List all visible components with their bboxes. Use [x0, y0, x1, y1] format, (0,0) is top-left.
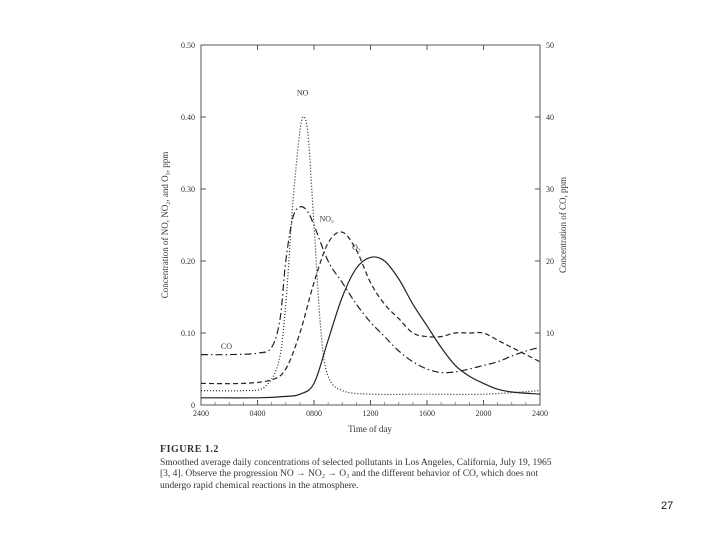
series-label: NO [296, 88, 309, 98]
series-label: CO [220, 341, 232, 351]
series-line-2 [201, 232, 540, 384]
x-axis-label: Time of day [348, 424, 392, 434]
series-line-1 [201, 117, 540, 395]
series-label: NO₂ [319, 214, 334, 224]
axis-tick-labels [181, 41, 554, 418]
figure-caption [160, 444, 560, 492]
plot-frame [201, 45, 540, 405]
y-right-tick-label: 20 [546, 257, 554, 266]
x-tick-label: 1200 [362, 409, 379, 418]
series-label: O₃ [352, 243, 361, 253]
series-labels [221, 88, 361, 350]
y-left-tick-label: 0.10 [181, 329, 195, 338]
y-left-tick-label: 0.50 [181, 41, 195, 50]
y-right-tick-label: 10 [546, 329, 554, 338]
series-line-0 [201, 207, 540, 373]
y-left-tick-label: 0 [191, 401, 195, 410]
page-number: 27 [661, 500, 674, 512]
x-tick-label: 0400 [249, 409, 266, 418]
y-right-tick-label: 50 [546, 41, 554, 50]
axis-ticks [201, 45, 540, 405]
x-tick-label: 2000 [475, 409, 492, 418]
series-line-3 [201, 257, 540, 398]
y-axis-label-right: Concentration of CO, ppm [558, 177, 568, 273]
y-axis-label-left: Concentration of NO, NO₂, and O₃, ppm [160, 151, 170, 299]
x-tick-label: 2400 [193, 409, 209, 418]
series-lines [201, 117, 540, 398]
y-right-tick-label: 40 [546, 113, 554, 122]
y-right-tick-label: 30 [546, 185, 554, 194]
figure-label: FIGURE 1.2 [160, 444, 219, 455]
x-tick-label: 2400 [532, 409, 548, 418]
x-tick-label: 0800 [306, 409, 322, 418]
y-left-tick-label: 0.40 [181, 113, 195, 122]
y-left-tick-label: 0.30 [181, 185, 195, 194]
y-left-tick-label: 0.20 [181, 257, 195, 266]
x-tick-label: 1600 [419, 409, 435, 418]
caption-text: Smoothed average daily concentrations of selected pollutants in Los Angeles, California, July 19, 1965 [3, 4]. Observe the progression NO → NO₂ → O₃ and the different behavior of CO, which does not undergo rapid chemical reactions in the atmosphere. [160, 457, 552, 491]
